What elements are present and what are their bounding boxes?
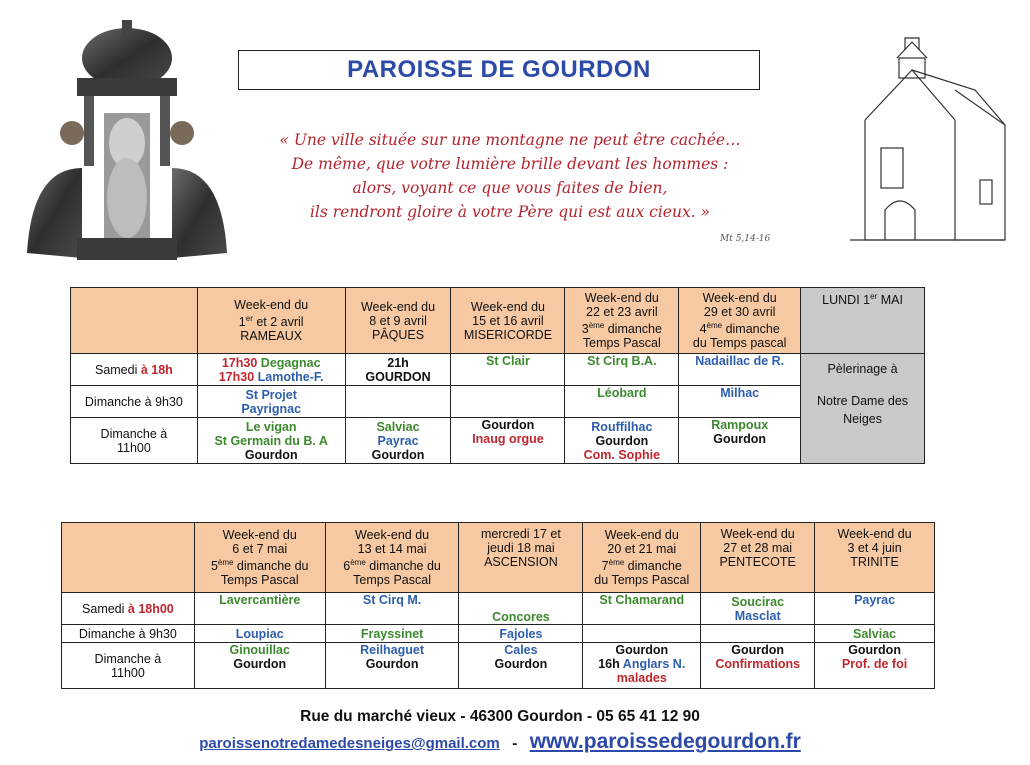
cell-samedi-5e: Lavercantière bbox=[194, 593, 325, 625]
footer-contact bbox=[0, 730, 1000, 754]
header-weekend-5: Week-end du 29 et 30 avril 4ème dimanche du Temps pascal bbox=[679, 288, 801, 354]
cell-samedi-paques: 21h GOURDON bbox=[345, 354, 451, 386]
row-label-dimanche-11h: Dimanche à 11h00 bbox=[62, 643, 195, 689]
footer-address: Rue du marché vieux - 46300 Gourdon - 05 65 41 12 90 bbox=[300, 708, 700, 725]
bible-quote bbox=[240, 128, 780, 224]
cell-samedi-3e-dimanche: St Cirq B.A. bbox=[565, 354, 679, 386]
cell-dim11-4e-dimanche: Rampoux Gourdon bbox=[679, 418, 801, 464]
cell-dim930-4e-dimanche: Milhac bbox=[679, 386, 801, 418]
header-empty-cell bbox=[71, 288, 198, 354]
cell-dim930-7e bbox=[583, 625, 701, 643]
header-lundi-1er-mai: LUNDI 1er MAI bbox=[801, 288, 925, 354]
cell-dim930-trinite: Salviac bbox=[815, 625, 935, 643]
cell-dim930-pentecote bbox=[701, 625, 815, 643]
header-weekend-4: Week-end du 22 et 23 avril 3ème dimanche Temps Pascal bbox=[565, 288, 679, 354]
cell-dim11-3e-dimanche: Rouffilhac Gourdon Com. Sophie bbox=[565, 418, 679, 464]
church-sketch-image bbox=[845, 30, 1010, 245]
cell-dim11-misericorde: Gourdon Inaug orgue bbox=[451, 418, 565, 464]
cell-dim930-misericorde bbox=[451, 386, 565, 418]
header-weekend-3: Week-end du 15 et 16 avril MISERICORDE bbox=[451, 288, 565, 354]
quote-line-3: alors, voyant ce que vous faites de bien, bbox=[352, 179, 668, 197]
cell-dim11-paques: Salviac Payrac Gourdon bbox=[345, 418, 451, 464]
row-label-dimanche-9h30: Dimanche à 9h30 bbox=[62, 625, 195, 643]
cell-dim11-7e: Gourdon 16h Anglars N. malades bbox=[583, 643, 701, 689]
cell-dim11-trinite: Gourdon Prof. de foi bbox=[815, 643, 935, 689]
header-trinite: Week-end du 3 et 4 juin TRINITE bbox=[815, 523, 935, 593]
header-weekend-1: Week-end du 1er et 2 avril RAMEAUX bbox=[197, 288, 345, 354]
cell-samedi-6e: St Cirq M. bbox=[325, 593, 459, 625]
cell-dim930-3e-dimanche: Léobard bbox=[565, 386, 679, 418]
cell-dim11-rameaux: Le vigan St Germain du B. A Gourdon bbox=[197, 418, 345, 464]
schedule-table-april bbox=[70, 287, 925, 464]
cell-dim930-5e: Loupiac bbox=[194, 625, 325, 643]
header-ascension: mercredi 17 et jeudi 18 mai ASCENSION bbox=[459, 523, 583, 593]
cell-dim930-rameaux: St Projet Payrignac bbox=[197, 386, 345, 418]
header-7e-dimanche: Week-end du 20 et 21 mai 7ème dimanche du Temps Pascal bbox=[583, 523, 701, 593]
header-5e-dimanche: Week-end du 6 et 7 mai 5ème dimanche du Temps Pascal bbox=[194, 523, 325, 593]
cell-dim11-pentecote: Gourdon Confirmations bbox=[701, 643, 815, 689]
cell-dim11-ascension: Cales Gourdon bbox=[459, 643, 583, 689]
row-label-dimanche-11h: Dimanche à 11h00 bbox=[71, 418, 198, 464]
cell-samedi-4e-dimanche: Nadaillac de R. bbox=[679, 354, 801, 386]
cell-dim930-6e: Frayssinet bbox=[325, 625, 459, 643]
cell-dim11-6e: Reilhaguet Gourdon bbox=[325, 643, 459, 689]
cell-samedi-rameaux: 17h30 Degagnac 17h30 Lamothe-F. bbox=[197, 354, 345, 386]
email-link[interactable]: paroissenotredamedesneiges@gmail.com bbox=[199, 735, 500, 752]
cell-dim930-ascension: Fajoles bbox=[459, 625, 583, 643]
quote-line-4: ils rendront gloire à votre Père qui est aux cieux. » bbox=[309, 203, 711, 221]
cell-samedi-7e: St Chamarand bbox=[583, 593, 701, 625]
cell-samedi-ascension: Concores bbox=[459, 593, 583, 625]
cell-samedi-pentecote: Soucirac Masclat bbox=[701, 593, 815, 625]
altarpiece-image bbox=[22, 18, 232, 263]
quote-line-1: « Une ville située sur une montagne ne peut être cachée… bbox=[279, 131, 741, 149]
header-pentecote: Week-end du 27 et 28 mai PENTECOTE bbox=[701, 523, 815, 593]
cell-dim930-paques bbox=[345, 386, 451, 418]
cell-dim11-5e: Ginouillac Gourdon bbox=[194, 643, 325, 689]
row-label-samedi: Samedi à 18h bbox=[71, 354, 198, 386]
cell-samedi-trinite: Payrac bbox=[815, 593, 935, 625]
quote-line-2: De même, que votre lumière brille devant les hommes : bbox=[291, 155, 729, 173]
cell-pelerinage: Pèlerinage à Notre Dame des Neiges bbox=[801, 354, 925, 464]
website-link[interactable]: www.paroissedegourdon.fr bbox=[529, 730, 801, 753]
schedule-table-may bbox=[61, 522, 935, 689]
header-6e-dimanche: Week-end du 13 et 14 mai 6ème dimanche du Temps Pascal bbox=[325, 523, 459, 593]
cell-samedi-misericorde: St Clair bbox=[451, 354, 565, 386]
header-empty-cell bbox=[62, 523, 195, 593]
quote-reference: Mt 5,14-16 bbox=[720, 234, 771, 244]
header-weekend-2: Week-end du 8 et 9 avril PÂQUES bbox=[345, 288, 451, 354]
footer-separator: - bbox=[512, 735, 518, 752]
row-label-dimanche-9h30: Dimanche à 9h30 bbox=[71, 386, 198, 418]
row-label-samedi: Samedi à 18h00 bbox=[62, 593, 195, 625]
page-title: PAROISSE DE GOURDON bbox=[238, 50, 760, 90]
